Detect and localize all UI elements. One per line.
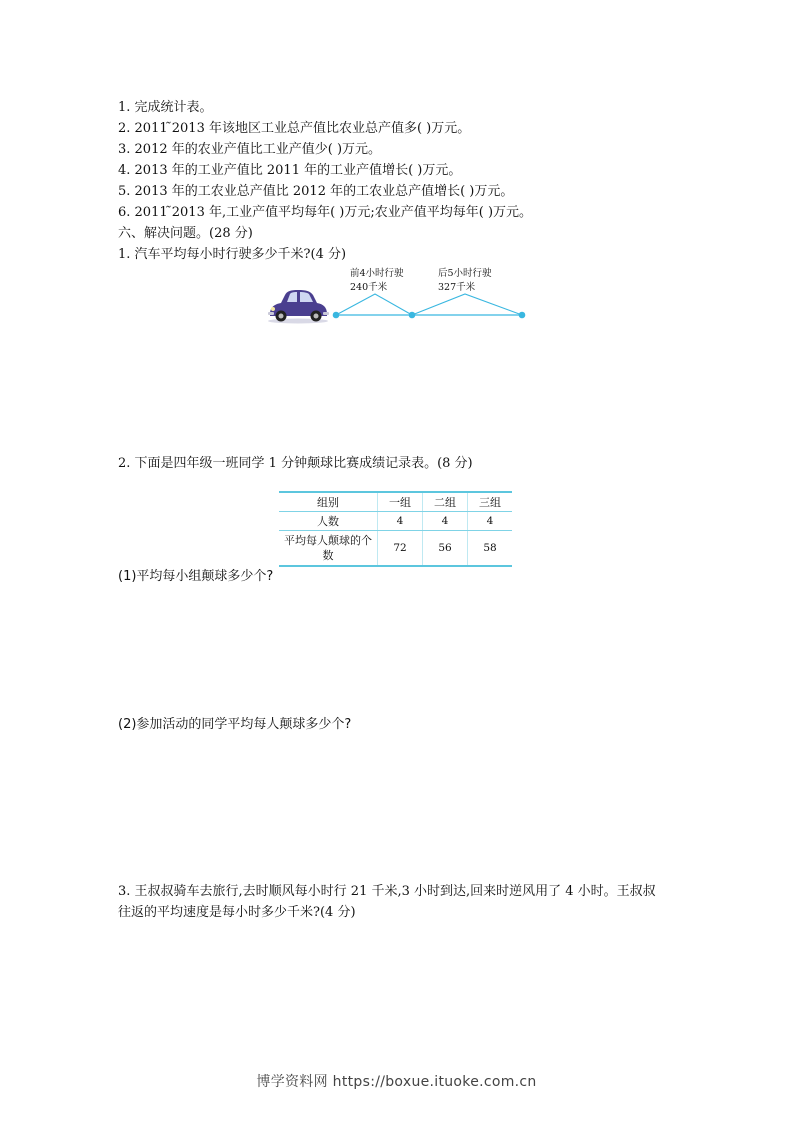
header-cell: 三组 (468, 492, 513, 512)
second-segment-label-line1: 后5小时行驶 (438, 268, 492, 279)
footer-watermark: 博学资料网 https://boxue.ituoke.com.cn (256, 1074, 537, 1090)
question-5-3: 3. 2012 年的农业产值比工业产值少( )万元。 (118, 142, 382, 157)
problem-3-line2: 往返的平均速度是每小时多少千米?(4 分) (118, 905, 356, 920)
problem-3-line1: 3. 王叔叔骑车去旅行,去时顺风每小时行 21 千米,3 小时到达,回来时逆风用了 4 小时。王叔叔 (118, 884, 656, 899)
value-cell: 4 (378, 512, 423, 531)
header-cell: 组别 (279, 492, 378, 512)
first-segment-label-line2: 240千米 (350, 282, 388, 293)
problem-2-sub-2: (2)参加活动的同学平均每人颠球多少个? (118, 717, 352, 732)
value-cell: 56 (423, 531, 468, 567)
problem-2-question: 2. 下面是四年级一班同学 1 分钟颠球比赛成绩记录表。(8 分) (118, 456, 473, 471)
question-5-6: 6. 2011 ̃2013 年,工业产值平均每年( )万元;农业产值平均每年( )万元。 (118, 205, 533, 220)
section-6-heading: 六、解决问题。(28 分) (118, 226, 253, 241)
row-label-cell (279, 531, 378, 567)
row-label-line2: 数 (322, 549, 334, 562)
row-label-line1: 平均每人颠球的个 (284, 534, 372, 547)
value-cell: 58 (468, 531, 513, 567)
problem-1-question: 1. 汽车平均每小时行驶多少千米?(4 分) (118, 247, 347, 262)
value-cell: 4 (468, 512, 513, 531)
table-row (279, 531, 512, 567)
question-5-4: 4. 2013 年的工业产值比 2011 年的工业产值增长( )万元。 (118, 163, 462, 178)
question-5-1: 1. 完成统计表。 (118, 100, 213, 115)
question-5-5: 5. 2013 年的工农业总产值比 2012 年的工农业总产值增长( )万元。 (118, 184, 514, 199)
first-segment-label-line1: 前4小时行驶 (350, 268, 404, 279)
table-row (279, 492, 512, 512)
car-icon (266, 288, 330, 324)
distance-line-diagram (330, 290, 530, 322)
score-table (279, 491, 512, 567)
row-label-cell: 人数 (279, 512, 378, 531)
header-cell: 一组 (378, 492, 423, 512)
second-segment-label-line2: 327千米 (438, 282, 476, 293)
value-cell: 72 (378, 531, 423, 567)
table-row (279, 512, 512, 531)
question-5-2: 2. 2011 ̃2013 年该地区工业总产值比农业总产值多( )万元。 (118, 121, 471, 136)
value-cell: 4 (423, 512, 468, 531)
header-cell: 二组 (423, 492, 468, 512)
problem-2-sub-1: (1)平均每小组颠球多少个? (118, 569, 274, 584)
